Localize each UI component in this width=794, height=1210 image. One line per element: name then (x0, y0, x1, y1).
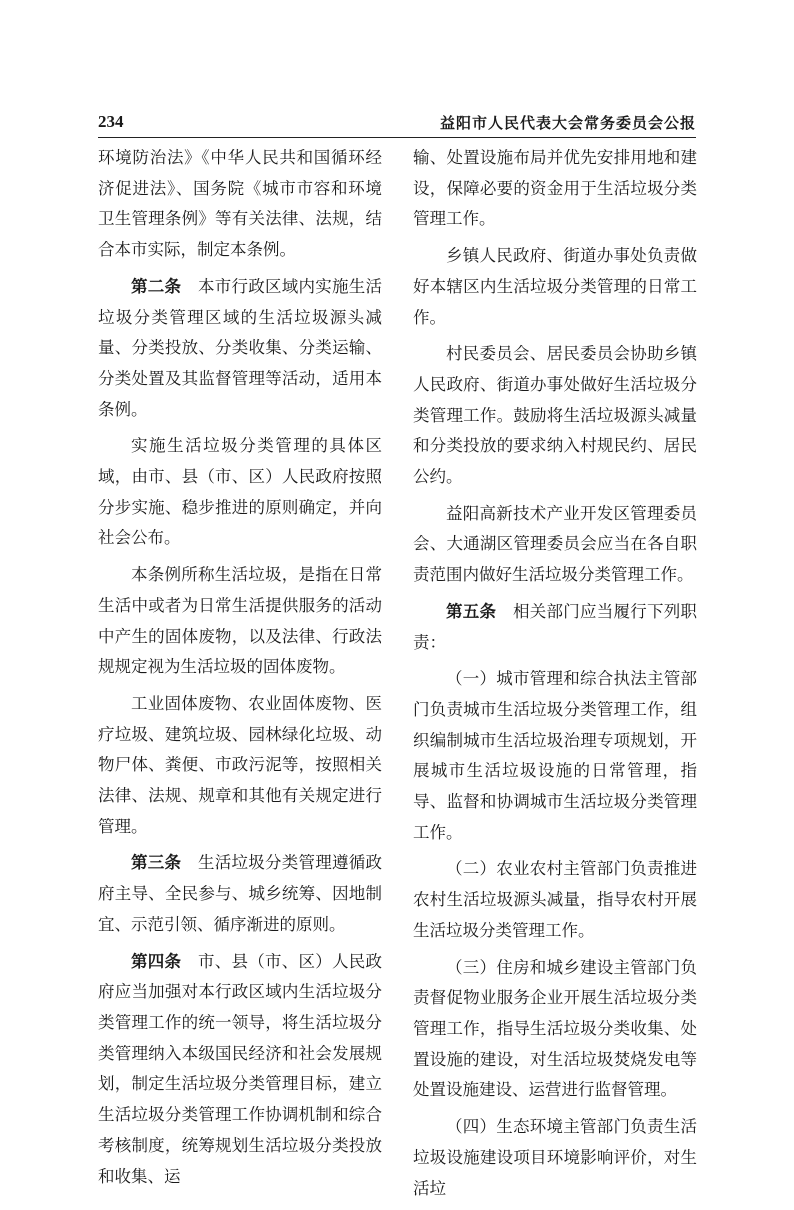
article-label: 第五条 (446, 601, 497, 621)
article-label: 第三条 (131, 853, 182, 873)
article-paragraph (98, 947, 382, 1193)
article-paragraph (98, 272, 382, 426)
article-label: 第二条 (131, 276, 182, 296)
article-text: 市、县（市、区）人民政府应当加强对本行政区域内生活垃圾分类管理工作的统一领导，将生活垃圾分类管理纳入本级国民经济和社会发展规划，制定生活垃圾分类管理目标，建立生活垃圾分类管理工作协调机制和综合考核制度，统筹规划生活垃圾分类投放和收集、运 (98, 951, 382, 1186)
paragraph: 乡镇人民政府、街道办事处负责做好本辖区内生活垃圾分类管理的日常工作。 (413, 246, 697, 327)
paragraph: 实施生活垃圾分类管理的具体区域，由市、县（市、区）人民政府按照分步实施、稳步推进的原则确定，并向社会公布。 (98, 436, 382, 548)
paragraph: 本条例所称生活垃圾，是指在日常生活中或者为日常生活提供服务的活动中产生的固体废物，以及法律、行政法规规定视为生活垃圾的固体废物。 (98, 565, 382, 677)
article-label: 第四条 (131, 951, 182, 971)
paragraph: （四）生态环境主管部门负责生活垃圾设施建设项目环境影响评价，对生活垃 (413, 1117, 697, 1198)
article-text: 相关部门应当履行下列职责： (413, 601, 697, 652)
paragraph: （二）农业农村主管部门负责推进农村生活垃圾源头减量，指导农村开展生活垃圾分类管理工作。 (413, 859, 697, 940)
article-text: 生活垃圾分类管理遵循政府主导、全民参与、城乡统筹、因地制宜、示范引领、循序渐进的原则。 (98, 853, 382, 934)
article-paragraph (98, 848, 382, 940)
header-rule (98, 137, 696, 138)
paragraph: 输、处置设施布局并优先安排用地和建设，保障必要的资金用于生活垃圾分类管理工作。 (413, 148, 697, 229)
page-header (98, 112, 696, 136)
article-paragraph (413, 597, 697, 658)
paragraph: 环境防治法》《中华人民共和国循环经济促进法》、国务院《城市市容和环境卫生管理条例》等有关法律、法规，结合本市实际，制定本条例。 (98, 148, 382, 260)
right-column (413, 143, 697, 1210)
left-column (98, 143, 382, 1198)
paragraph: 村民委员会、居民委员会协助乡镇人民政府、街道办事处做好生活垃圾分类管理工作。鼓励将生活垃圾源头减量和分类投放的要求纳入村规民约、居民公约。 (413, 344, 697, 487)
paragraph: （三）住房和城乡建设主管部门负责督促物业服务企业开展生活垃圾分类管理工作，指导生活垃圾分类收集、处置设施的建设，对生活垃圾焚烧发电等处置设施建设、运营进行监督管理。 (413, 957, 697, 1100)
paragraph: （一）城市管理和综合执法主管部门负责城市生活垃圾分类管理工作，组织编制城市生活垃圾治理专项规划，开展城市生活垃圾设施的日常管理，指导、监督和协调城市生活垃圾分类管理工作。 (413, 669, 697, 842)
journal-title: 益阳市人民代表大会常务委员会公报 (439, 114, 696, 132)
paragraph: 工业固体废物、农业固体废物、医疗垃圾、建筑垃圾、园林绿化垃圾、动物尸体、粪便、市政污泥等，按照相关法律、法规、规章和其他有关规定进行管理。 (98, 693, 382, 836)
article-text: 本市行政区域内实施生活垃圾分类管理区域的生活垃圾源头减量、分类投放、分类收集、分类运输、分类处置及其监督管理等活动，适用本条例。 (98, 276, 382, 419)
paragraph: 益阳高新技术产业开发区管理委员会、大通湖区管理委员会应当在各自职责范围内做好生活垃圾分类管理工作。 (413, 503, 697, 585)
page-number: 234 (98, 112, 124, 131)
